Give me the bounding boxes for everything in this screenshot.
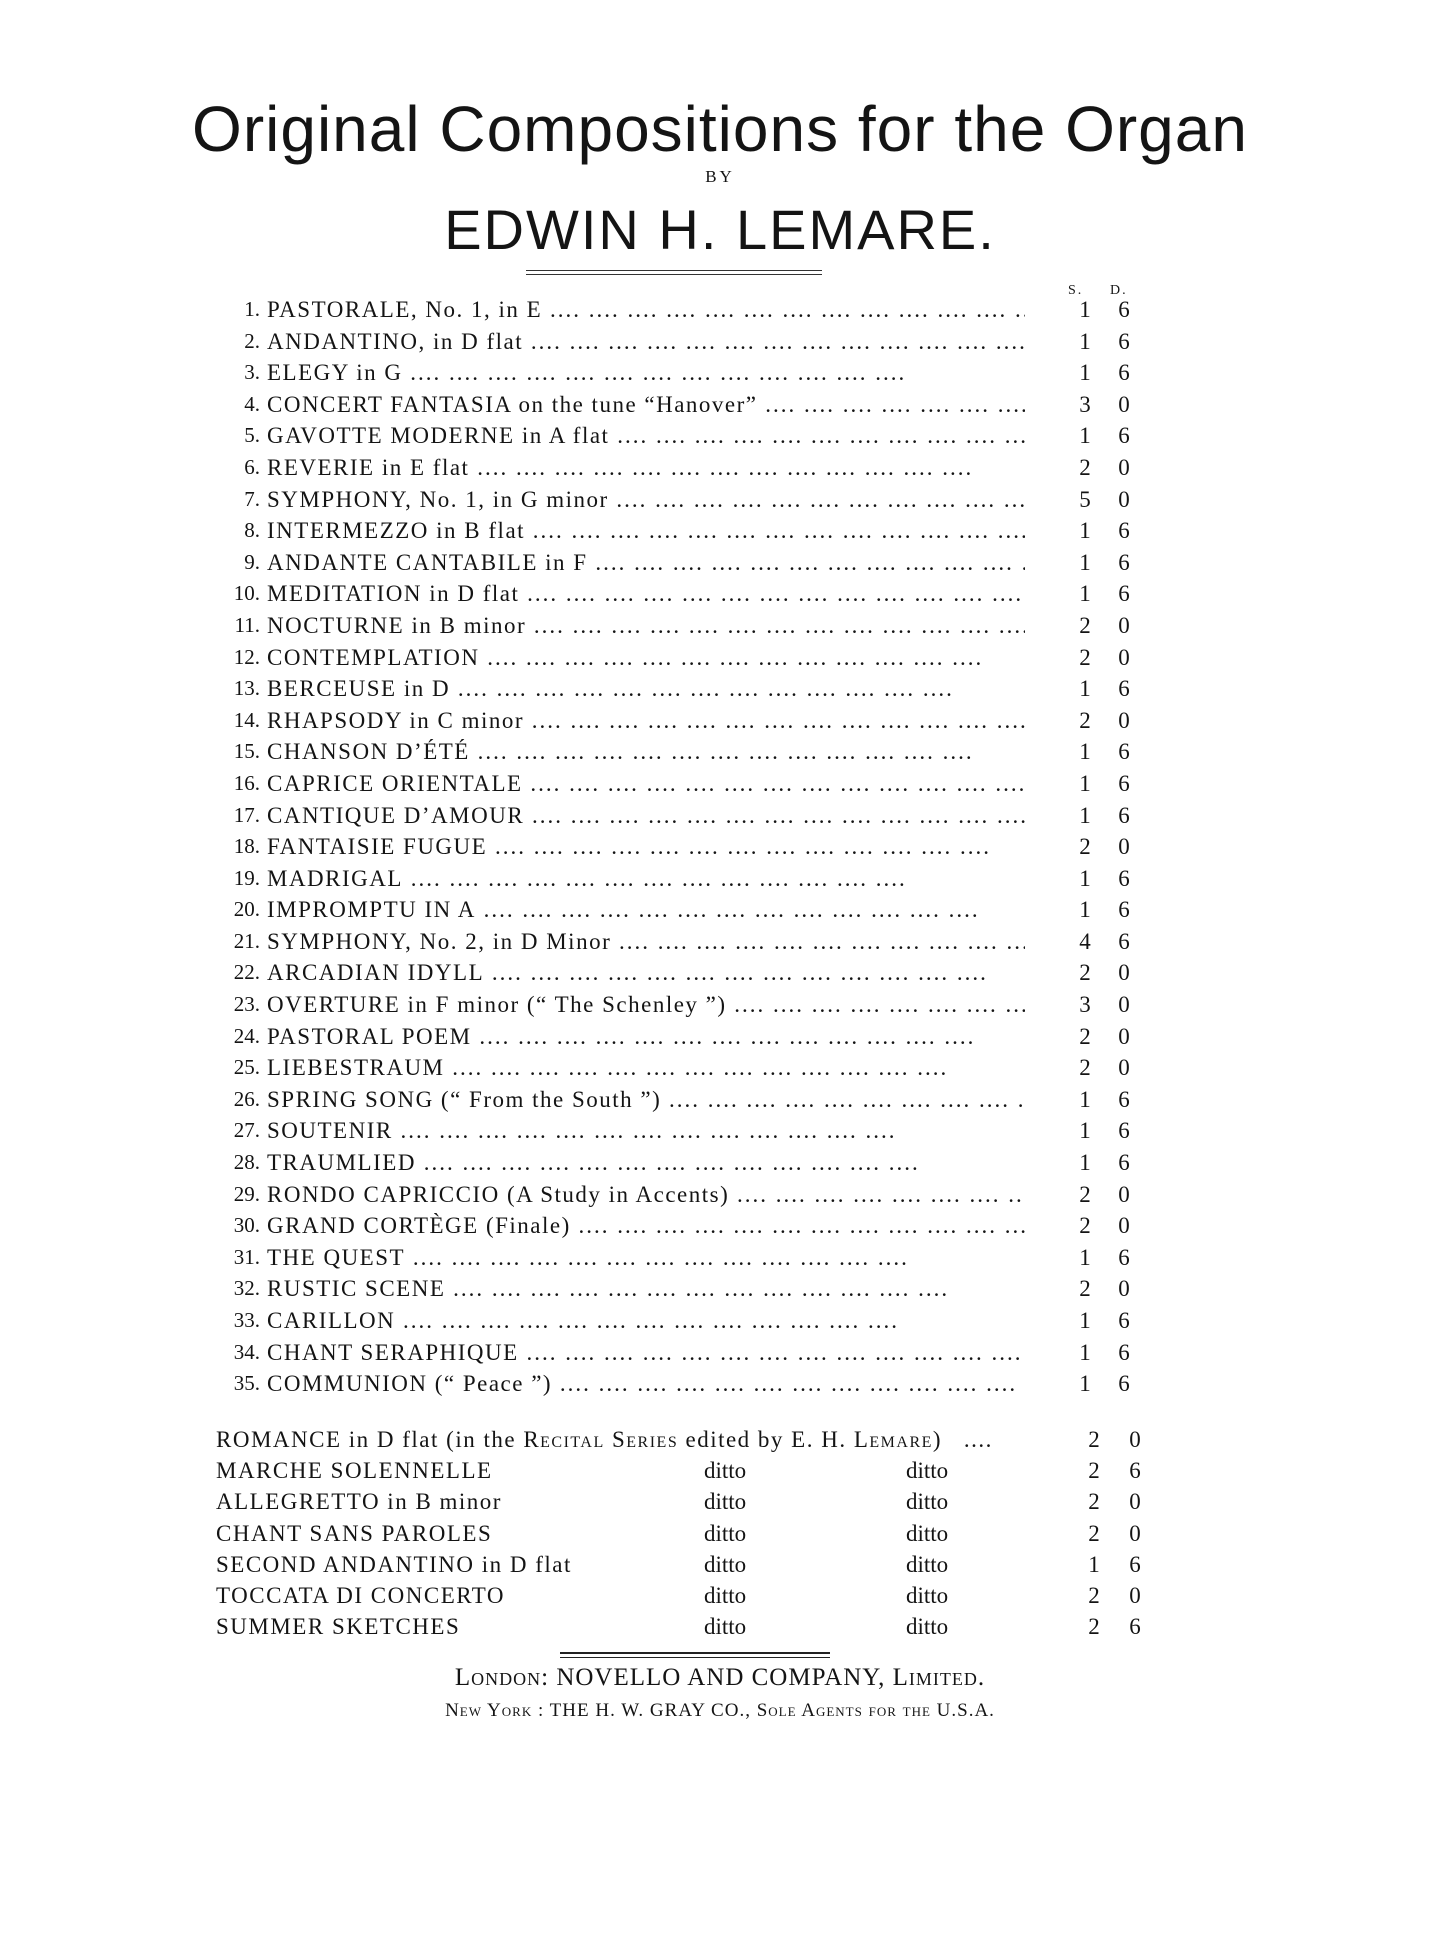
composition-title: SYMPHONY, No. 2, in D Minor .... — [267, 926, 1025, 958]
price-pence: 6 — [1118, 802, 1130, 828]
price-pence: 6 — [1118, 676, 1130, 702]
composition-title: PASTORALE, No. 1, in E .... — [267, 294, 1025, 326]
composition-number: 26. — [233, 1086, 260, 1111]
agent-name: THE H. W. GRAY CO., — [549, 1700, 751, 1721]
composition-title: ANDANTE CANTABILE in F .... — [267, 547, 1025, 579]
composition-row — [205, 1337, 1145, 1369]
price-shillings: 4 — [1079, 928, 1091, 954]
recital-row — [216, 1486, 1156, 1517]
composition-number: 30. — [233, 1213, 260, 1238]
price-pence: 6 — [1118, 770, 1130, 796]
composition-row — [205, 326, 1145, 358]
composition-title: MADRIGAL .... — [267, 863, 1025, 895]
composition-title: CHANT SERAPHIQUE .... — [267, 1337, 1025, 1369]
ditto-mark: ditto — [906, 1489, 949, 1515]
composition-row — [205, 863, 1145, 895]
ditto-mark: ditto — [704, 1520, 747, 1546]
price-pence: 6 — [1118, 1339, 1130, 1365]
price-pence: 0 — [1118, 454, 1130, 480]
composition-title: TRAUMLIED .... — [267, 1147, 1025, 1179]
price-pence: 6 — [1118, 1118, 1130, 1144]
recital-row — [216, 1549, 1156, 1580]
recital-item-name: ROMANCE in D flat (in the Recital Series edited by E. H. Lemare) .... — [216, 1427, 993, 1452]
price-pence: 0 — [1129, 1582, 1141, 1608]
price-pence: 0 — [1129, 1489, 1141, 1515]
price-pence: 0 — [1118, 1213, 1130, 1239]
composition-title: SPRING SONG (“ From the South ”) .... — [267, 1084, 1025, 1116]
composition-row — [205, 610, 1145, 642]
price-shillings: 1 — [1079, 518, 1091, 544]
recital-series-list — [216, 1424, 1156, 1642]
series-name: Recital Series — [523, 1427, 679, 1452]
composition-title: CHANSON D’ÉTÉ .... — [267, 736, 1025, 768]
price-shillings: 1 — [1079, 770, 1091, 796]
composition-row — [205, 1242, 1145, 1274]
pence-header: D. — [1110, 283, 1128, 298]
composition-row — [205, 1273, 1145, 1305]
price-pence: 6 — [1129, 1614, 1141, 1640]
composition-number: 3. — [244, 360, 260, 385]
composition-title: RHAPSODY in C minor .... — [267, 705, 1025, 737]
price-pence: 0 — [1118, 612, 1130, 638]
composition-row — [205, 1084, 1145, 1116]
price-shillings: 2 — [1079, 644, 1091, 670]
composition-row — [205, 673, 1145, 705]
price-pence: 6 — [1118, 739, 1130, 765]
ditto-mark: ditto — [704, 1614, 747, 1640]
footer-divider — [560, 1652, 830, 1658]
price-shillings: 1 — [1079, 1339, 1091, 1365]
price-shillings: 1 — [1079, 865, 1091, 891]
price-pence: 0 — [1129, 1520, 1141, 1546]
composition-title: RUSTIC SCENE .... — [267, 1273, 1025, 1305]
composition-number: 33. — [233, 1308, 260, 1332]
recital-item-name: ALLEGRETTO in B minor — [216, 1489, 502, 1515]
composition-title: FANTAISIE FUGUE .... — [267, 831, 1025, 863]
composition-number: 13. — [233, 676, 260, 701]
price-pence: 6 — [1118, 1086, 1130, 1112]
composition-number: 34. — [233, 1339, 260, 1364]
ditto-mark: ditto — [906, 1551, 949, 1577]
price-shillings: 3 — [1079, 992, 1091, 1018]
price-shillings: 1 — [1079, 1150, 1091, 1176]
price-shillings: 2 — [1088, 1458, 1100, 1484]
composition-title: PASTORAL POEM .... — [267, 1021, 1025, 1053]
price-pence: 6 — [1118, 865, 1130, 891]
recital-item-name: CHANT SANS PAROLES — [216, 1520, 493, 1546]
price-shillings: 2 — [1079, 960, 1091, 986]
composition-row — [205, 452, 1145, 484]
by-line: BY — [705, 167, 735, 186]
price-pence: 6 — [1118, 518, 1130, 544]
composition-row — [205, 547, 1145, 579]
price-shillings: 1 — [1079, 297, 1091, 322]
composition-title: CONTEMPLATION .... — [267, 642, 1025, 674]
composition-row — [205, 1305, 1145, 1337]
composition-row — [205, 484, 1145, 516]
shillings-header: S. — [1068, 283, 1084, 298]
price-pence: 0 — [1118, 707, 1130, 733]
price-shillings: 2 — [1079, 1213, 1091, 1239]
composition-number: 10. — [233, 581, 260, 606]
composition-row — [205, 389, 1145, 421]
composition-title: ARCADIAN IDYLL .... — [267, 957, 1025, 989]
composition-number: 17. — [233, 802, 260, 827]
price-shillings: 1 — [1079, 676, 1091, 702]
price-shillings: 1 — [1079, 581, 1091, 607]
composition-number: 11. — [234, 612, 260, 637]
recital-item-romance — [216, 1424, 1156, 1455]
price-shillings: 2 — [1088, 1582, 1100, 1608]
composition-row — [205, 768, 1145, 800]
composition-number: 27. — [233, 1118, 260, 1143]
price-shillings: 2 — [1088, 1427, 1100, 1452]
composition-number: 35. — [233, 1371, 260, 1396]
composition-row — [205, 1052, 1145, 1084]
composition-number: 32. — [233, 1276, 260, 1301]
price-pence: 0 — [1118, 391, 1130, 417]
composition-number: 14. — [233, 707, 260, 732]
composition-number: 28. — [233, 1150, 260, 1175]
price-shillings: 1 — [1079, 360, 1091, 386]
price-pence: 0 — [1118, 960, 1130, 986]
price-pence: 6 — [1118, 928, 1130, 954]
composition-title: THE QUEST .... — [267, 1242, 1025, 1274]
composition-title: LIEBESTRAUM .... — [267, 1052, 1025, 1084]
composition-row — [205, 926, 1145, 958]
composition-title: SYMPHONY, No. 1, in G minor .... — [267, 484, 1025, 516]
composition-number: 4. — [244, 391, 260, 416]
composition-row — [205, 831, 1145, 863]
price-shillings: 2 — [1079, 1276, 1091, 1302]
composition-row — [205, 989, 1145, 1021]
agents-line: New York : THE H. W. GRAY CO., Sole Agents for the U.S.A. — [445, 1700, 995, 1721]
price-shillings: 2 — [1088, 1614, 1100, 1640]
composition-row — [205, 578, 1145, 610]
composition-number: 20. — [233, 897, 260, 922]
composition-number: 24. — [233, 1023, 260, 1048]
composition-row — [205, 800, 1145, 832]
publisher-line: London: NOVELLO AND COMPANY, Limited. — [454, 1664, 986, 1691]
price-shillings: 1 — [1079, 1308, 1091, 1333]
price-shillings: 1 — [1079, 328, 1091, 354]
composition-row — [205, 1179, 1145, 1211]
price-pence: 6 — [1118, 1371, 1130, 1397]
price-shillings: 1 — [1079, 802, 1091, 828]
composition-number: 5. — [244, 423, 260, 448]
recital-item-name: TOCCATA DI CONCERTO — [216, 1582, 505, 1608]
price-shillings: 1 — [1079, 423, 1091, 449]
recital-item-name: SECOND ANDANTINO in D flat — [216, 1551, 572, 1577]
ditto-mark: ditto — [906, 1614, 949, 1640]
price-pence: 0 — [1118, 992, 1130, 1018]
recital-item-name: SUMMER SKETCHES — [216, 1614, 461, 1640]
price-shillings: 1 — [1079, 1118, 1091, 1144]
editor-name: Lemare — [853, 1427, 933, 1452]
composition-number: 2. — [244, 328, 260, 353]
composition-title: GAVOTTE MODERNE in A flat .... — [267, 420, 1025, 452]
price-pence: 0 — [1118, 1055, 1130, 1081]
price-pence: 0 — [1118, 1023, 1130, 1049]
price-shillings: 2 — [1079, 707, 1091, 733]
price-pence: 0 — [1118, 486, 1130, 512]
price-shillings: 2 — [1079, 454, 1091, 480]
composition-title: INTERMEZZO in B flat .... — [267, 515, 1025, 547]
price-shillings: 1 — [1079, 897, 1091, 923]
price-shillings: 2 — [1088, 1520, 1100, 1546]
composition-row — [205, 705, 1145, 737]
price-pence: 0 — [1129, 1427, 1141, 1452]
composition-number: 23. — [233, 992, 260, 1017]
composition-row — [205, 957, 1145, 989]
composer-name: EDWIN H. LEMARE. — [444, 198, 996, 261]
composition-number: 7. — [244, 486, 260, 511]
composition-title: MEDITATION in D flat .... — [267, 578, 1025, 610]
price-pence: 6 — [1118, 1308, 1130, 1333]
composition-number: 15. — [233, 739, 260, 764]
price-pence: 6 — [1118, 1244, 1130, 1270]
composition-row — [205, 1147, 1145, 1179]
price-pence: 0 — [1118, 644, 1130, 670]
price-pence: 6 — [1118, 423, 1130, 449]
composition-title: COMMUNION (“ Peace ”) .... — [267, 1368, 1025, 1400]
composition-row — [205, 1368, 1145, 1400]
price-pence: 6 — [1118, 581, 1130, 607]
price-pence: 6 — [1118, 549, 1130, 575]
price-pence: 6 — [1118, 328, 1130, 354]
composition-number: 22. — [233, 960, 260, 985]
price-shillings: 2 — [1079, 1181, 1091, 1207]
composition-number: 9. — [244, 549, 260, 574]
composition-row — [205, 1210, 1145, 1242]
price-pence: 6 — [1118, 1150, 1130, 1176]
recital-items — [216, 1455, 1156, 1642]
ditto-mark: ditto — [906, 1458, 949, 1484]
price-shillings: 2 — [1088, 1489, 1100, 1515]
composition-number: 8. — [244, 518, 260, 543]
price-shillings: 3 — [1079, 391, 1091, 417]
price-pence: 6 — [1118, 897, 1130, 923]
composition-title: REVERIE in E flat .... — [267, 452, 1025, 484]
composition-title: GRAND CORTÈGE (Finale) .... — [267, 1210, 1025, 1242]
ditto-mark: ditto — [704, 1489, 747, 1515]
recital-item-name: MARCHE SOLENNELLE — [216, 1458, 493, 1484]
composition-title: IMPROMPTU IN A .... — [267, 894, 1025, 926]
composition-number: 25. — [233, 1055, 260, 1080]
composition-number: 16. — [233, 770, 260, 795]
ditto-mark: ditto — [906, 1520, 949, 1546]
composition-number: 12. — [233, 644, 260, 669]
recital-row — [216, 1611, 1156, 1642]
price-shillings: 1 — [1079, 739, 1091, 765]
publisher-name: NOVELLO AND COMPANY, — [556, 1664, 886, 1691]
composition-title: CANTIQUE D’AMOUR .... — [267, 800, 1025, 832]
price-shillings: 1 — [1079, 1086, 1091, 1112]
compositions-list — [205, 294, 1145, 1400]
composition-row — [205, 1115, 1145, 1147]
composition-title: RONDO CAPRICCIO (A Study in Accents) .... — [267, 1179, 1025, 1211]
composition-title: SOUTENIR .... — [267, 1115, 1025, 1147]
composition-title: OVERTURE in F minor (“ The Schenley ”) .... — [267, 989, 1025, 1021]
composition-number: 31. — [233, 1244, 260, 1269]
ditto-mark: ditto — [906, 1582, 949, 1608]
price-shillings: 1 — [1088, 1551, 1100, 1577]
price-shillings: 2 — [1079, 1055, 1091, 1081]
price-shillings: 1 — [1079, 1244, 1091, 1270]
composition-row — [205, 357, 1145, 389]
ditto-mark: ditto — [704, 1582, 747, 1608]
price-pence: 6 — [1118, 360, 1130, 386]
composition-row — [205, 420, 1145, 452]
composition-number: 1. — [244, 297, 260, 321]
price-shillings: 1 — [1079, 1371, 1091, 1397]
composition-title: CARILLON .... — [267, 1305, 1025, 1337]
recital-row — [216, 1580, 1156, 1611]
composition-row — [205, 515, 1145, 547]
composition-row — [205, 894, 1145, 926]
price-shillings: 2 — [1079, 834, 1091, 860]
composition-title: CONCERT FANTASIA on the tune “Hanover” .... — [267, 389, 1025, 421]
page-title: Original Compositions for the Organ — [192, 93, 1248, 165]
composition-number: 21. — [233, 928, 260, 953]
price-shillings: 1 — [1079, 549, 1091, 575]
composition-number: 6. — [244, 454, 260, 479]
composition-number: 19. — [233, 865, 260, 890]
composition-row — [205, 294, 1145, 326]
recital-row — [216, 1518, 1156, 1549]
price-shillings: 2 — [1079, 612, 1091, 638]
composition-title: BERCEUSE in D .... — [267, 673, 1025, 705]
recital-row — [216, 1455, 1156, 1486]
price-pence: 0 — [1118, 1276, 1130, 1302]
title-divider — [526, 270, 822, 275]
composition-title: ELEGY in G .... — [267, 357, 1025, 389]
composition-row — [205, 642, 1145, 674]
composition-row — [205, 1021, 1145, 1053]
price-pence: 0 — [1118, 1181, 1130, 1207]
ditto-mark: ditto — [704, 1458, 747, 1484]
price-shillings: 5 — [1079, 486, 1091, 512]
composition-row — [205, 736, 1145, 768]
composition-title: CAPRICE ORIENTALE .... — [267, 768, 1025, 800]
price-shillings: 2 — [1079, 1023, 1091, 1049]
price-pence: 6 — [1129, 1551, 1141, 1577]
composition-number: 18. — [233, 834, 260, 859]
composition-title: ANDANTINO, in D flat .... — [267, 326, 1025, 358]
price-pence: 0 — [1118, 834, 1130, 860]
ditto-mark: ditto — [704, 1551, 747, 1577]
composition-title: NOCTURNE in B minor .... — [267, 610, 1025, 642]
price-pence: 6 — [1118, 297, 1130, 322]
price-pence: 6 — [1129, 1458, 1141, 1484]
composition-number: 29. — [233, 1181, 260, 1206]
